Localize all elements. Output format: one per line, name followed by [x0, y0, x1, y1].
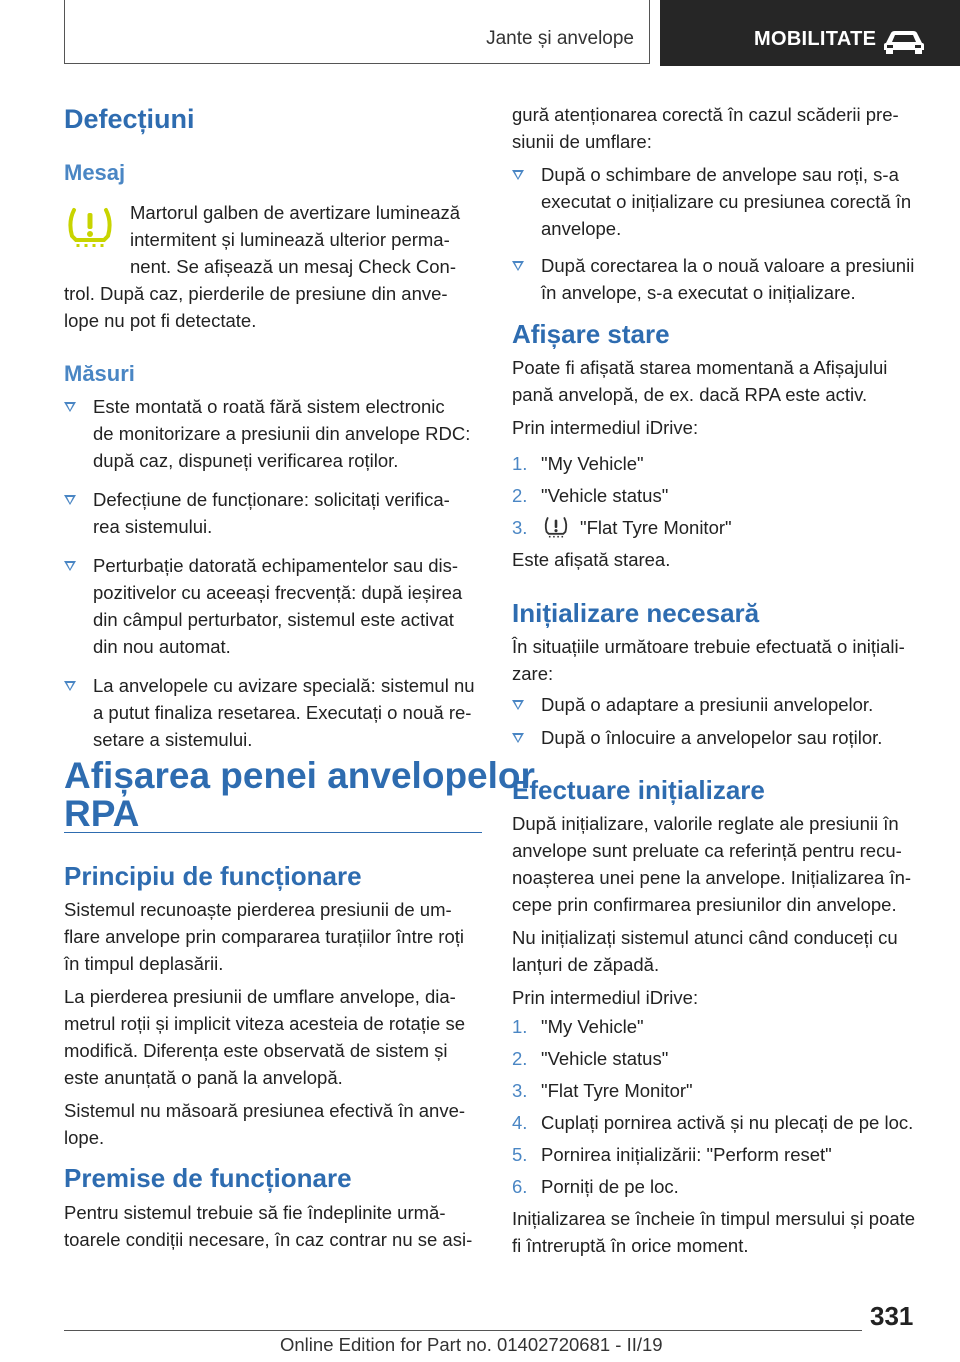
principiu-line: este anunțată o pană la anvelopă. — [64, 1067, 343, 1088]
principiu-line: metrul roții și implicit viteza acesteia de rotație se — [64, 1013, 465, 1034]
masuri-item-line: de monitorizare a presiunii din anvelope RDC: — [93, 423, 471, 444]
step-item — [512, 1077, 932, 1104]
efect-line: Prin intermediul iDrive: — [512, 987, 699, 1008]
init-line: zare: — [512, 663, 554, 684]
premise-line: Pentru sistemul trebuie să fie îndeplinite urmă- — [64, 1202, 446, 1223]
step-item — [512, 1109, 932, 1136]
tyre-warning-icon — [66, 206, 114, 248]
rpa-heading-line-1: Afișarea penei anvelopelor — [64, 755, 535, 796]
heading-rule — [64, 832, 482, 833]
init-heading: Inițializare necesară — [512, 598, 760, 628]
continued-item-line: în anvelope, s-a executat o inițializare. — [541, 282, 856, 303]
efect-line: După inițializare, valorile reglate ale presiunii în — [512, 813, 899, 834]
afisare-line: Prin intermediul iDrive: — [512, 417, 699, 438]
step-item — [512, 1141, 932, 1168]
efect-heading: Efectuare inițializare — [512, 775, 765, 805]
init-line: În situațiile următoare trebuie efectuată o inițiali- — [512, 636, 905, 657]
continued-line: gură atenționarea corectă în cazul scăderii pre- — [512, 104, 899, 125]
principiu-line: Sistemul recunoaște pierderea presiunii de um- — [64, 899, 452, 920]
step-item — [512, 1013, 932, 1040]
step-number: 3. — [512, 517, 528, 538]
step-text: "Flat Tyre Monitor" — [580, 517, 732, 538]
premise-line: toarele condiții necesare, în caz contrar nu se asi- — [64, 1229, 473, 1250]
step-number: 6. — [512, 1176, 528, 1197]
step-item — [512, 514, 932, 541]
masuri-item-line: La anvelopele cu avizare specială: sistemul nu — [93, 675, 475, 696]
step-text: Porniți de pe loc. — [541, 1176, 679, 1197]
continued-item-line: După corectarea la o nouă valoare a presiunii — [541, 255, 915, 276]
step-item — [512, 450, 932, 477]
mesaj-line-2: intermitent și luminează ulterior perma- — [130, 229, 450, 250]
step-number: 2. — [512, 1048, 528, 1069]
afisare-line: Poate fi afișată starea momentană a Afișajului — [512, 357, 888, 378]
section-title: Jante și anvelope — [486, 28, 634, 49]
step-number: 1. — [512, 453, 528, 474]
masuri-item-line: Perturbație datorată echipamentelor sau dis- — [93, 555, 459, 576]
step-number: 2. — [512, 485, 528, 506]
defectiuni-heading: Defecțiuni — [64, 104, 195, 134]
step-text: "My Vehicle" — [541, 1016, 644, 1037]
step-text: "Vehicle status" — [541, 1048, 669, 1069]
step-text: "Vehicle status" — [541, 485, 669, 506]
masuri-item-line: din câmpul perturbator, sistemul este activat — [93, 609, 454, 630]
masuri-item-line: Defecțiune de funcționare: solicitați verifica- — [93, 489, 450, 510]
masuri-heading: Măsuri — [64, 361, 135, 386]
principiu-line: în timpul deplasării. — [64, 953, 224, 974]
step-number: 3. — [512, 1080, 528, 1101]
init-item-line: După o înlocuire a anvelopelor sau roților. — [541, 727, 883, 748]
step-item — [512, 1045, 932, 1072]
mesaj-line-4: trol. După caz, pierderile de presiune din anve- — [64, 283, 448, 304]
principiu-heading: Principiu de funcționare — [64, 861, 362, 891]
afisare-line: Este afișată starea. — [512, 549, 671, 570]
masuri-item-line: a putut finaliza resetarea. Executați o nouă re- — [93, 702, 472, 723]
mesaj-line-1: Martorul galben de avertizare luminează — [130, 202, 461, 223]
page-number: 331 — [870, 1301, 914, 1331]
efect-line: lanțuri de zăpadă. — [512, 954, 660, 975]
edition-footer: Online Edition for Part no. 01402720681 - II/19 — [280, 1334, 663, 1355]
continued-item-line: anvelope. — [541, 218, 622, 239]
mesaj-line-5: lope nu pot fi detectate. — [64, 310, 257, 331]
step-number: 5. — [512, 1144, 528, 1165]
continued-line: siunii de umflare: — [512, 131, 652, 152]
principiu-line: lope. — [64, 1127, 105, 1148]
init-item-line: După o adaptare a presiunii anvelopelor. — [541, 694, 874, 715]
efect-line: cepe prin confirmarea presiunilor din anvelope. — [512, 894, 897, 915]
principiu-line: flare anvelope prin compararea turațiilor între roți — [64, 926, 464, 947]
step-item — [512, 482, 932, 509]
efect-line: fi întreruptă în orice moment. — [512, 1235, 749, 1256]
efect-line: Nu inițializați sistemul atunci când conduceți cu — [512, 927, 898, 948]
principiu-line: La pierderea presiunii de umflare anvelope, dia- — [64, 986, 456, 1007]
step-text: "My Vehicle" — [541, 453, 644, 474]
step-text: Pornirea inițializării: "Perform reset" — [541, 1144, 832, 1165]
efect-line: noașterea unei pene la anvelope. Inițializarea în- — [512, 867, 912, 888]
premise-heading: Premise de funcționare — [64, 1163, 352, 1193]
masuri-item-line: Este montată o roată fără sistem electronic — [93, 396, 445, 417]
continued-item-line: executat o inițializare cu presiunea corectă în — [541, 191, 912, 212]
principiu-line: modifică. Diferența este observată de sistem și — [64, 1040, 448, 1061]
continued-item-line: După o schimbare de anvelope sau roți, s-a — [541, 164, 899, 185]
masuri-item-line: pozitivelor cu aceeași frecvență: după ieșirea — [93, 582, 463, 603]
tyre-warning-icon — [543, 516, 569, 538]
chapter-title: MOBILITATE — [754, 28, 877, 50]
step-number: 1. — [512, 1016, 528, 1037]
rpa-heading-line-2: RPA — [64, 793, 140, 834]
car-icon — [882, 26, 926, 54]
afisare-heading: Afișare stare — [512, 319, 670, 349]
efect-line: anvelope sunt preluate ca referință pentru recu- — [512, 840, 902, 861]
masuri-item-line: rea sistemului. — [93, 516, 213, 537]
mesaj-heading: Mesaj — [64, 160, 126, 185]
mesaj-line-3: nent. Se afișează un mesaj Check Con- — [130, 256, 456, 277]
masuri-item-line: din nou automat. — [93, 636, 231, 657]
step-text: "Flat Tyre Monitor" — [541, 1080, 693, 1101]
step-number: 4. — [512, 1112, 528, 1133]
step-item — [512, 1173, 932, 1200]
masuri-item-line: după caz, dispuneți verificarea roților. — [93, 450, 399, 471]
step-text: Cuplați pornirea activă și nu plecați de pe loc. — [541, 1112, 914, 1133]
masuri-item-line: setare a sistemului. — [93, 729, 253, 750]
footer-rule — [64, 1330, 862, 1331]
efect-line: Inițializarea se încheie în timpul mersului și poate — [512, 1208, 916, 1229]
afisare-line: pană anvelopă, de ex. dacă RPA este activ. — [512, 384, 868, 405]
principiu-line: Sistemul nu măsoară presiunea efectivă în anve- — [64, 1100, 466, 1121]
